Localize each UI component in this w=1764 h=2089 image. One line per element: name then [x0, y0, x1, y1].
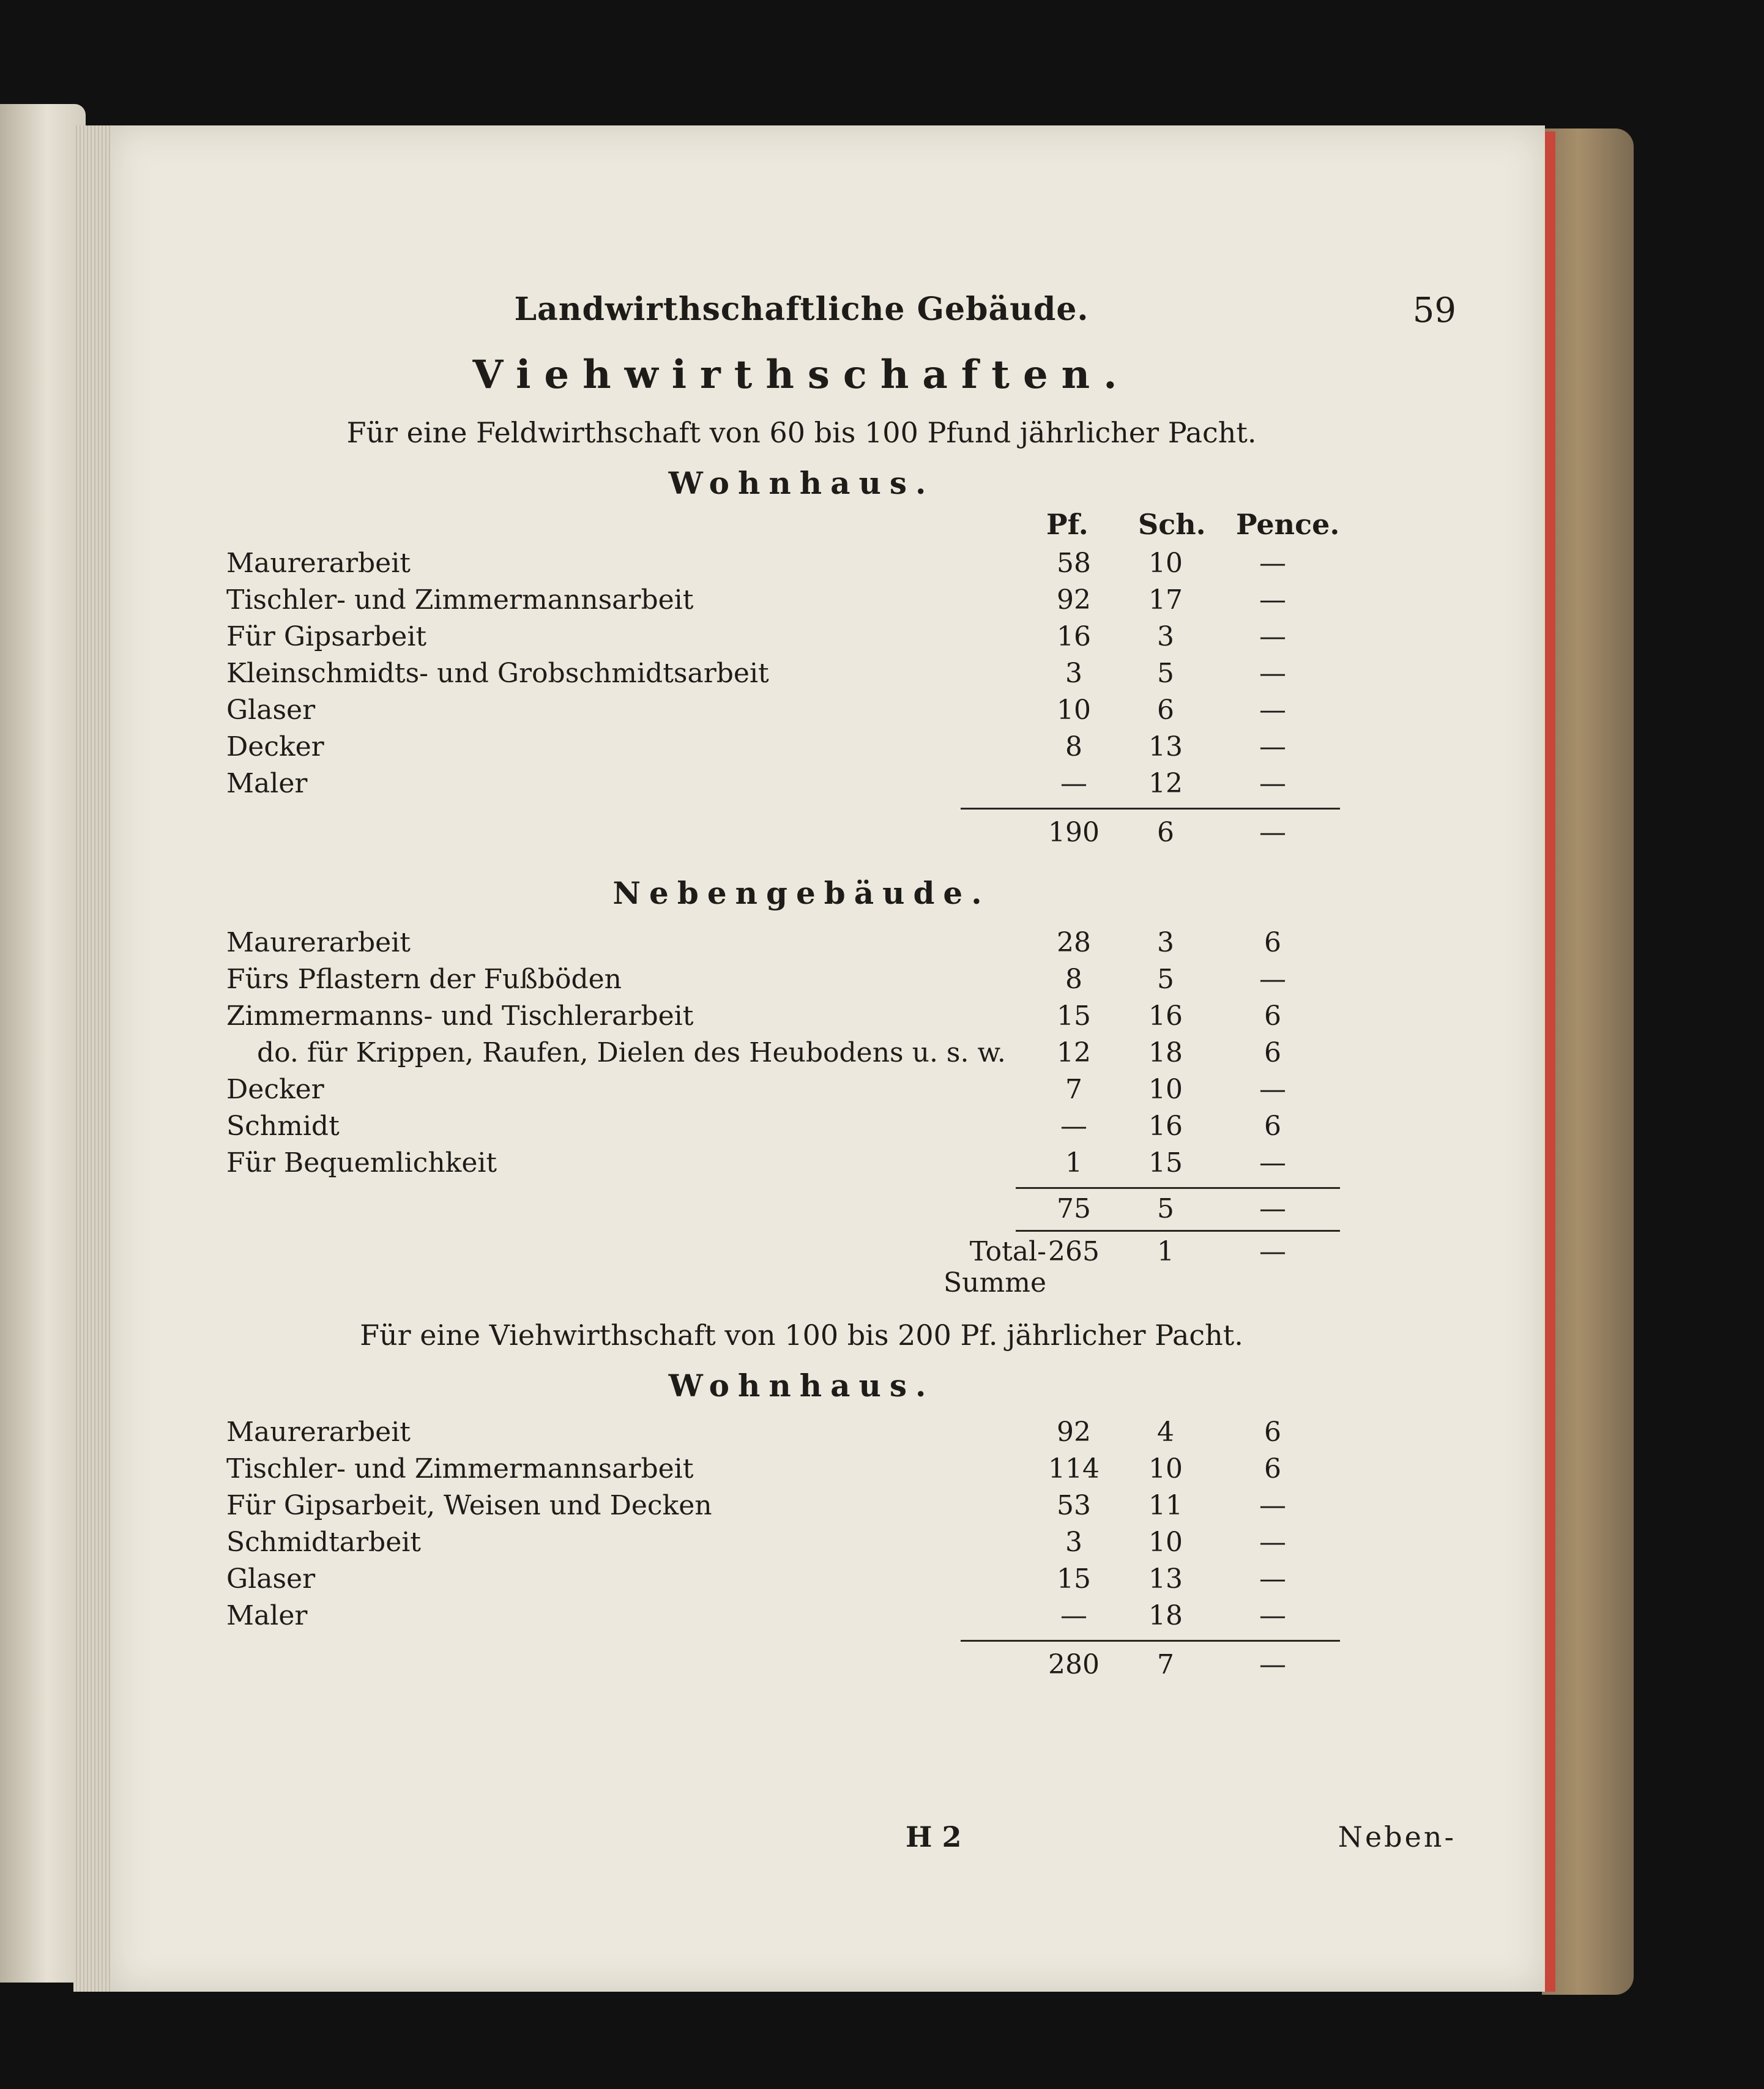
pence-value: —	[1259, 731, 1286, 762]
pence-value: 6	[1264, 1000, 1281, 1032]
row-label: Maurerarbeit	[226, 927, 411, 958]
pence-value: —	[1259, 964, 1286, 995]
pf-value: 92	[1057, 584, 1091, 616]
running-head: Landwirthschaftliche Gebäude.	[514, 291, 1089, 328]
pence-value: —	[1259, 694, 1286, 726]
table-row	[226, 731, 1456, 768]
sch-value: 10	[1148, 548, 1183, 579]
catchword: Neben-	[1338, 1820, 1456, 1853]
sum-rule	[1016, 1187, 1340, 1189]
pf-value: 15	[1057, 1000, 1091, 1032]
pence-value: 6	[1264, 1037, 1281, 1068]
subtotal-row	[226, 817, 1456, 854]
table-row	[226, 658, 1456, 694]
pf-value: 114	[1048, 1453, 1100, 1484]
pence-total: —	[1259, 817, 1286, 848]
table-row	[226, 1490, 1456, 1527]
table-row	[226, 964, 1456, 1000]
pf-value: 15	[1057, 1563, 1091, 1595]
row-label: Glaser	[226, 694, 316, 726]
pf-value: —	[1060, 1111, 1087, 1142]
row-label: Für Bequemlichkeit	[226, 1147, 497, 1179]
row-label: Maurerarbeit	[226, 548, 411, 579]
sch-total: 7	[1157, 1649, 1174, 1680]
row-label: Kleinschmidts- und Grobschmidtsarbeit	[226, 658, 769, 689]
table-row	[226, 1147, 1456, 1184]
row-label: Maler	[226, 768, 308, 799]
table-row	[226, 768, 1456, 805]
sch-value: 6	[1157, 694, 1174, 726]
pf-total: 280	[1048, 1649, 1100, 1680]
sch-total: 6	[1157, 817, 1174, 848]
sch-value: 10	[1148, 1453, 1183, 1484]
pf-value: 3	[1065, 1527, 1082, 1558]
table-row	[226, 927, 1456, 964]
section1-subtitle: Für eine Feldwirthschaft von 60 bis 100 Pfund jährlicher Pacht.	[346, 416, 1257, 449]
page-number: 59	[1412, 291, 1456, 330]
table-row	[226, 1074, 1456, 1111]
pf-total: 265	[1048, 1236, 1100, 1267]
sch-value: 15	[1148, 1147, 1183, 1179]
sch-value: 3	[1157, 927, 1174, 958]
row-label: Maler	[226, 1600, 308, 1631]
section2-subtitle: Für eine Viehwirthschaft von 100 bis 200 Pf. jährlicher Pacht.	[360, 1319, 1243, 1352]
pence-value: —	[1259, 768, 1286, 799]
pence-value: —	[1259, 1563, 1286, 1595]
table-row	[226, 1453, 1456, 1490]
pence-value: —	[1259, 1600, 1286, 1631]
pence-value: 6	[1264, 1417, 1281, 1448]
pf-value: 58	[1057, 548, 1091, 579]
row-label: do. für Krippen, Raufen, Dielen des Heubodens u. s. w.	[257, 1037, 1006, 1068]
pf-value: —	[1060, 1600, 1087, 1631]
sch-value: 3	[1157, 621, 1174, 652]
pence-total: —	[1259, 1236, 1286, 1267]
pence-total: —	[1259, 1649, 1286, 1680]
sch-value: 10	[1148, 1074, 1183, 1105]
row-label: Für Gipsarbeit	[226, 621, 427, 652]
pf-value: 10	[1057, 694, 1091, 726]
row-label: Glaser	[226, 1563, 316, 1595]
sch-value: 4	[1157, 1417, 1174, 1448]
page-content	[226, 291, 1456, 1882]
sch-value: 10	[1148, 1527, 1183, 1558]
sch-value: 11	[1148, 1490, 1183, 1521]
pf-value: 8	[1065, 964, 1082, 995]
pf-value: 1	[1065, 1147, 1082, 1179]
sch-total: 1	[1157, 1236, 1174, 1267]
section1-wohnhaus-heading: Wohnhaus.	[668, 465, 935, 501]
pf-value: 12	[1057, 1037, 1091, 1068]
grand-total-label: Total-Summe	[943, 1236, 1046, 1298]
pf-value: 3	[1065, 658, 1082, 689]
sch-value: 18	[1148, 1600, 1183, 1631]
row-label: Schmidt	[226, 1111, 340, 1142]
table-row	[226, 1037, 1456, 1074]
sch-value: 13	[1148, 1563, 1183, 1595]
pence-value: —	[1259, 584, 1286, 616]
book-page	[110, 125, 1545, 1992]
row-label: Decker	[226, 1074, 324, 1105]
sch-value: 12	[1148, 768, 1183, 799]
table-row	[226, 694, 1456, 731]
pence-value: —	[1259, 1074, 1286, 1105]
row-label: Decker	[226, 731, 324, 762]
sch-value: 18	[1148, 1037, 1183, 1068]
pence-value: —	[1259, 621, 1286, 652]
pence-value: 6	[1264, 1111, 1281, 1142]
subtotal-row	[226, 1649, 1456, 1686]
grand-total-row	[226, 1236, 1456, 1298]
section2-wohnhaus-heading: Wohnhaus.	[668, 1368, 935, 1404]
column-header-pence: Pence.	[1236, 508, 1340, 541]
table-row	[226, 548, 1456, 584]
page-title: Viehwirthschaften.	[472, 352, 1131, 398]
sch-total: 5	[1157, 1193, 1174, 1224]
row-label: Fürs Pflastern der Fußböden	[226, 964, 622, 995]
pf-total: 75	[1057, 1193, 1091, 1224]
sch-value: 13	[1148, 731, 1183, 762]
pence-value: —	[1259, 548, 1286, 579]
pence-value: —	[1259, 1490, 1286, 1521]
pence-value: 6	[1264, 1453, 1281, 1484]
row-label: Zimmermanns- und Tischlerarbeit	[226, 1000, 694, 1032]
column-header-sch: Sch.	[1138, 508, 1206, 541]
row-label: Für Gipsarbeit, Weisen und Decken	[226, 1490, 712, 1521]
pf-value: —	[1060, 768, 1087, 799]
nebengebaude-heading: Nebengebäude.	[612, 875, 991, 911]
table-row	[226, 1417, 1456, 1453]
pf-value: 7	[1065, 1074, 1082, 1105]
sch-value: 17	[1148, 584, 1183, 616]
table-row	[226, 1527, 1456, 1563]
subtotal-row	[226, 1193, 1456, 1230]
table-row	[226, 1111, 1456, 1147]
sum-rule	[1016, 1230, 1340, 1232]
sch-value: 16	[1148, 1111, 1183, 1142]
pence-value: —	[1259, 1147, 1286, 1179]
row-label: Maurerarbeit	[226, 1417, 411, 1448]
pence-value: —	[1259, 1527, 1286, 1558]
facing-page-edge	[0, 104, 86, 1983]
pf-value: 8	[1065, 731, 1082, 762]
row-label: Tischler- und Zimmermannsarbeit	[226, 584, 694, 616]
pence-value: —	[1259, 658, 1286, 689]
pf-value: 16	[1057, 621, 1091, 652]
table-row	[226, 1000, 1456, 1037]
table-row	[226, 621, 1456, 658]
table-row	[226, 584, 1456, 621]
pf-value: 28	[1057, 927, 1091, 958]
column-header-pf: Pf.	[1046, 508, 1089, 541]
pf-total: 190	[1048, 817, 1100, 848]
sum-rule	[961, 808, 1340, 810]
table-row	[226, 1600, 1456, 1637]
sch-value: 5	[1157, 964, 1174, 995]
sum-rule	[961, 1640, 1340, 1642]
sch-value: 5	[1157, 658, 1174, 689]
book-binding	[1542, 128, 1634, 1995]
row-label: Tischler- und Zimmermannsarbeit	[226, 1453, 694, 1484]
signature-mark: H 2	[906, 1820, 962, 1853]
table-row	[226, 1563, 1456, 1600]
pence-total: —	[1259, 1193, 1286, 1224]
row-label: Schmidtarbeit	[226, 1527, 421, 1558]
pf-value: 92	[1057, 1417, 1091, 1448]
pf-value: 53	[1057, 1490, 1091, 1521]
sch-value: 16	[1148, 1000, 1183, 1032]
pence-value: 6	[1264, 927, 1281, 958]
